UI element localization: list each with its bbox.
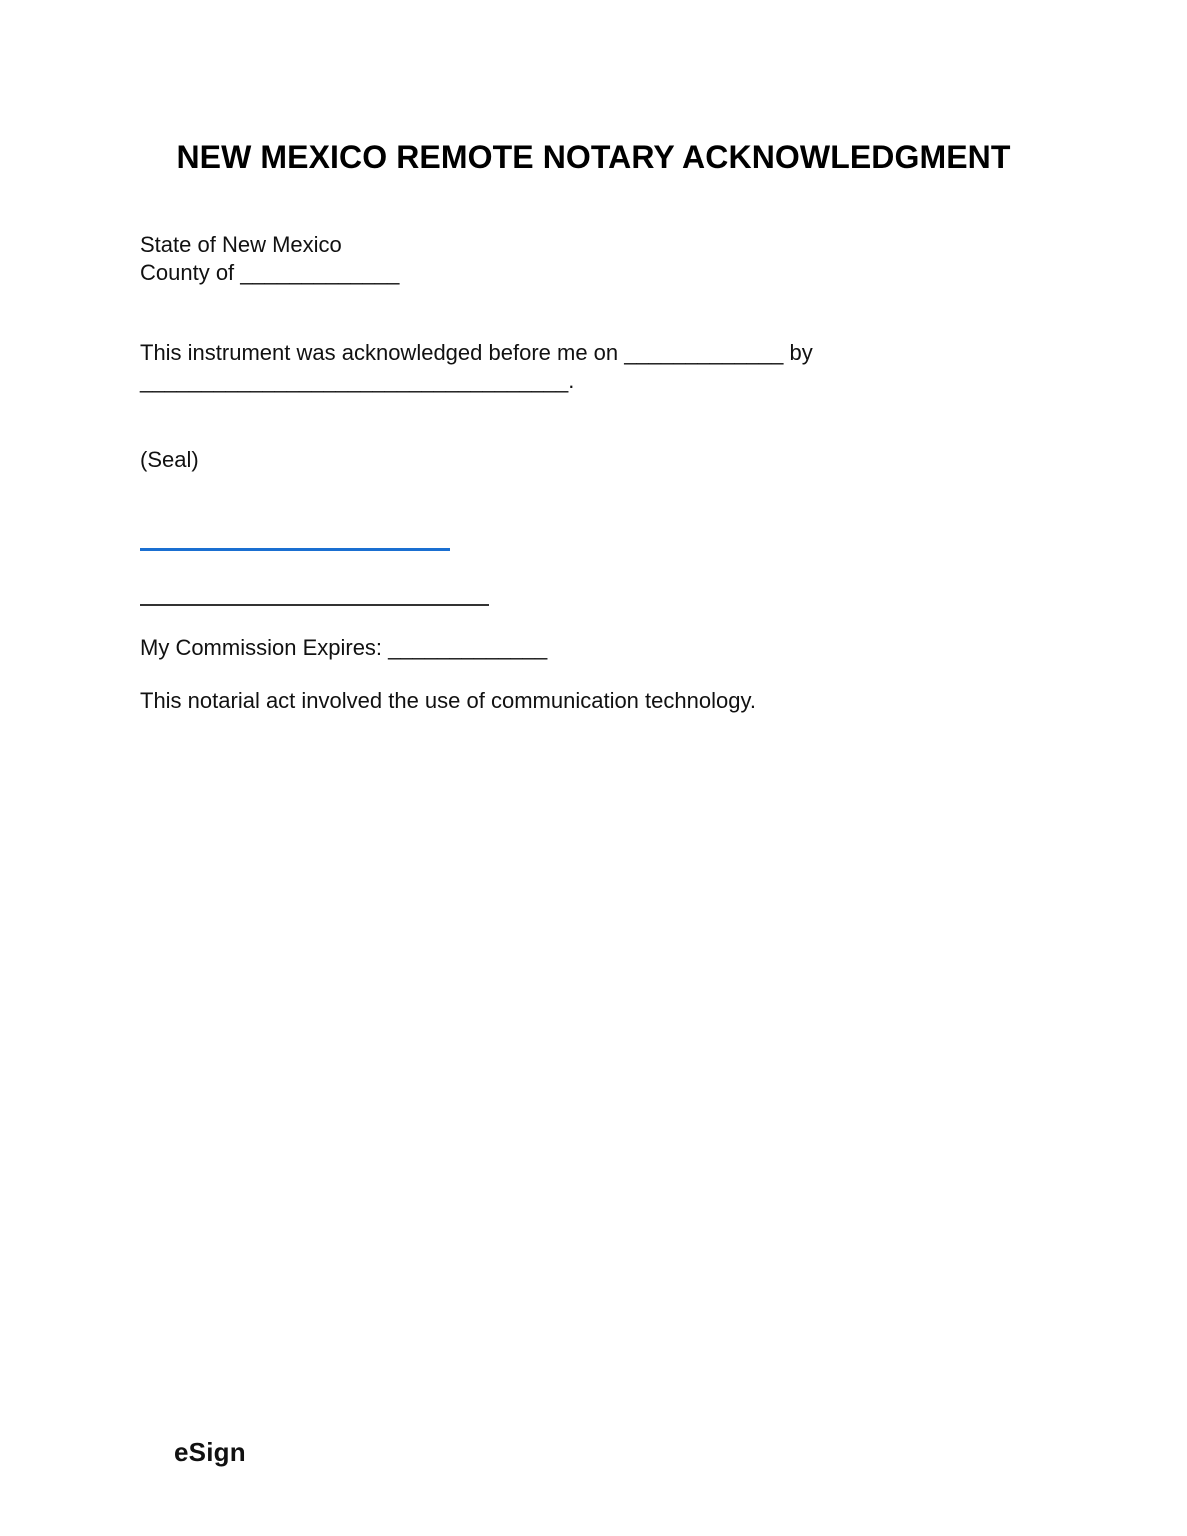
document-title: NEW MEXICO REMOTE NOTARY ACKNOWLEDGMENT xyxy=(176,139,1011,175)
acknowledgment-text: This instrument was acknowledged before me on xyxy=(140,340,619,365)
commission-label: My Commission Expires: xyxy=(140,635,383,660)
by-label: by xyxy=(789,340,813,365)
date-blank[interactable]: _____________ xyxy=(624,340,784,365)
notary-signature-line[interactable] xyxy=(140,548,450,551)
technology-statement: This notarial act involved the use of communication technology. xyxy=(140,688,756,713)
notary-printed-name-line[interactable] xyxy=(140,604,489,606)
county-label: County of xyxy=(140,260,235,285)
commission-line xyxy=(140,635,547,661)
signer-name-blank[interactable]: ___________________________________. xyxy=(140,368,575,393)
seal-label: (Seal) xyxy=(140,447,199,472)
acknowledgment-line-1 xyxy=(140,340,813,366)
county-blank[interactable]: _____________ xyxy=(240,260,400,285)
commission-blank[interactable]: _____________ xyxy=(388,635,548,660)
county-line xyxy=(140,260,399,286)
state-line: State of New Mexico xyxy=(140,232,342,257)
esign-logo: eSign xyxy=(174,1437,246,1467)
